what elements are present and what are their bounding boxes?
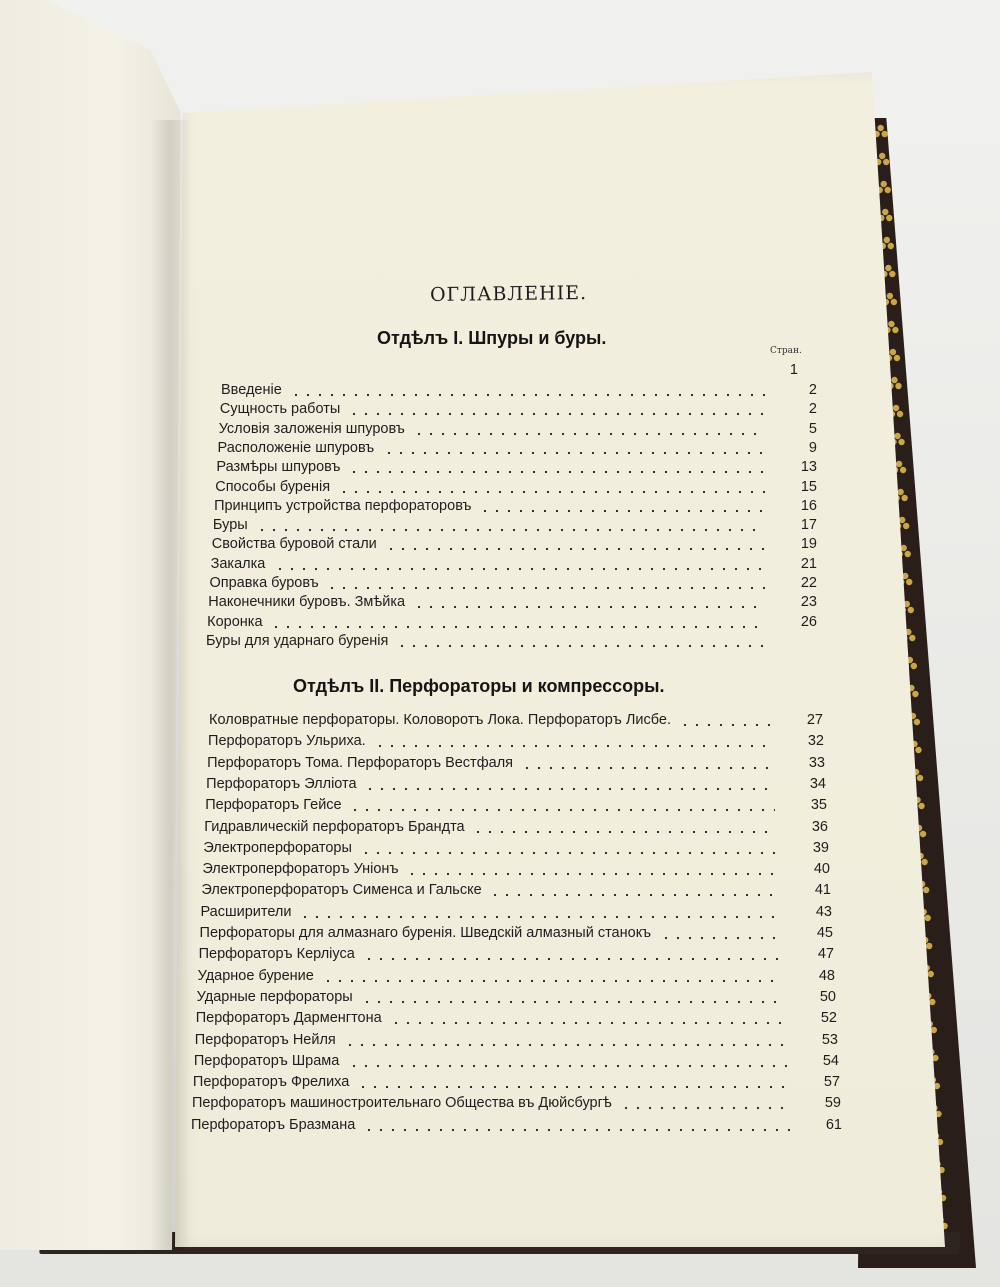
toc-entry-title: Перфораторъ Эллiота <box>206 775 357 792</box>
toc-entry-title: Перфораторъ Бразмана <box>191 1116 356 1133</box>
dot-leader <box>413 432 765 436</box>
toc-entry-title: Электроперфораторъ Уніонъ <box>202 861 399 878</box>
toc-entry <box>211 556 817 576</box>
toc-entry <box>206 633 817 653</box>
toc-entry-page: 13 <box>800 459 817 476</box>
toc-entry <box>203 840 829 860</box>
dot-leader <box>406 872 778 876</box>
toc-entry-title: Электроперфораторъ Сименса и Гальске <box>201 882 482 899</box>
dot-leader <box>363 957 782 961</box>
toc-entry-title: Принципъ устройства перфораторовъ <box>214 497 472 514</box>
dot-leader <box>361 1000 784 1004</box>
dot-leader <box>299 915 780 919</box>
toc-entry-page: 50 <box>819 988 836 1005</box>
toc-entry-title: Свойства буровой стали <box>211 536 377 553</box>
toc-entry <box>214 498 817 518</box>
toc-entry-page: 59 <box>824 1095 841 1112</box>
dot-leader <box>256 528 765 532</box>
dot-leader <box>479 509 765 513</box>
toc-entry-page: 43 <box>815 903 832 920</box>
toc-entry <box>209 575 817 595</box>
toc-entry-page: 52 <box>820 1010 837 1027</box>
toc-entry-page: 9 <box>808 439 817 456</box>
toc-entry-title: Условія заложенія шпуровъ <box>218 420 405 437</box>
toc-entry-page: 15 <box>800 478 817 495</box>
toc-entry-page: 54 <box>822 1052 839 1069</box>
toc-entry-page: 36 <box>811 818 828 835</box>
toc-entry-page: 40 <box>813 861 830 878</box>
toc-entry-title: Перфораторъ Дарменгтона <box>195 1010 382 1027</box>
toc-entry-title: Способы буренія <box>215 478 331 495</box>
toc-entry-page: 34 <box>809 775 826 792</box>
toc-entry-title: Наконечники буровъ. Змѣйка <box>208 594 406 611</box>
toc-entry <box>197 989 836 1009</box>
dot-leader <box>274 567 765 571</box>
toc-entry <box>207 755 825 775</box>
toc-entry <box>209 712 823 732</box>
toc-entry-page: 26 <box>800 613 817 630</box>
dot-leader <box>363 1128 790 1132</box>
toc-entry-title: Перфораторъ машиностроительнаго Общества въ Дюйсбургѣ <box>191 1095 612 1112</box>
toc-entry <box>213 517 817 537</box>
toc-entry-title: Расположеніе шпуровъ <box>217 439 375 456</box>
toc-entry-title: Перфораторъ Нейля <box>194 1031 336 1048</box>
toc-entry-title: Электроперфораторы <box>203 839 352 856</box>
dot-leader <box>374 744 772 748</box>
dot-leader <box>364 787 774 791</box>
dot-leader <box>338 490 765 494</box>
toc-entry-page: 39 <box>812 839 829 856</box>
toc-entry-title: Введеніе <box>221 382 282 398</box>
dot-leader <box>660 936 781 940</box>
toc-entry-page: 35 <box>810 797 827 814</box>
toc-entry <box>221 382 817 402</box>
toc-entry-page: 2 <box>808 382 817 398</box>
toc-entry <box>194 1053 839 1073</box>
toc-entry-page: 21 <box>800 555 817 572</box>
dot-leader <box>679 723 771 727</box>
toc-entry-title: Коронка <box>207 613 263 630</box>
dot-leader <box>413 605 765 609</box>
toc-entry-title: Буры <box>212 517 248 534</box>
toc-entry-title: Перфораторъ Ульриха. <box>208 733 366 750</box>
dot-leader <box>322 979 783 983</box>
toc-entry-title: Перфораторъ Фрелиха <box>192 1074 350 1091</box>
toc-entry <box>212 536 817 556</box>
toc-entry-page: 16 <box>800 497 817 514</box>
toc-entry-title: Перфораторы для алмазнаго буренія. Шведскій алмазный станокъ <box>199 925 652 941</box>
toc-entry-page: 48 <box>818 967 835 984</box>
toc-entry <box>208 733 824 753</box>
toc-entry-title: Размѣры шпуровъ <box>216 459 341 476</box>
toc-entry <box>202 861 830 881</box>
toc-entry-title: Ударное бурение <box>197 967 314 984</box>
toc-entry <box>215 479 817 499</box>
toc-entry-page: 19 <box>800 536 817 553</box>
dot-leader <box>348 470 765 474</box>
toc-entry <box>207 614 817 634</box>
toc-entry-title: Буры для ударнаго буренія <box>206 632 389 649</box>
toc-entry-title: Гидравлическій перфораторъ Брандта <box>204 818 465 835</box>
toc-entry-title: Перфораторъ Шрама <box>193 1052 340 1069</box>
toc-entry-page: 47 <box>817 946 834 963</box>
toc-entry <box>196 1010 837 1030</box>
toc-entry-page: 33 <box>808 754 825 771</box>
toc-entry <box>205 797 827 817</box>
toc-entry-page: 61 <box>825 1116 842 1133</box>
dot-leader <box>390 1021 785 1025</box>
toc-entry-page: 57 <box>823 1074 840 1091</box>
toc-entry <box>200 925 833 945</box>
dot-leader <box>360 851 777 855</box>
dot-leader <box>348 1064 787 1068</box>
toc-entry-page: 27 <box>806 712 823 728</box>
toc-entry-page: 45 <box>816 925 833 941</box>
toc-entry <box>191 1117 842 1137</box>
contents-title: ОГЛАВЛЕНІЕ. <box>429 282 588 306</box>
dot-leader <box>396 644 765 648</box>
toc-entry <box>192 1095 841 1115</box>
toc-entry <box>218 440 817 460</box>
toc-entry-page: 17 <box>800 517 817 534</box>
toc-entry-page: 32 <box>807 733 824 750</box>
toc-entry <box>204 819 828 839</box>
toc-entry <box>195 1032 838 1052</box>
toc-entry <box>199 946 834 966</box>
toc-entry <box>198 968 835 988</box>
section-heading-1: Отдѣлъ I. Шпуры и буры. <box>377 328 607 348</box>
dot-leader <box>290 393 765 397</box>
toc-entry-title: Оправка буровъ <box>209 575 319 591</box>
dot-leader <box>348 412 765 416</box>
toc-entry-title: Коловратные перфораторы. Коловоротъ Лока. Перфораторъ Лисбе. <box>209 712 671 728</box>
toc-entry <box>206 776 826 796</box>
toc-entry-title: Сущность работы <box>219 401 341 418</box>
toc-entry <box>216 459 817 479</box>
dot-leader <box>357 1085 788 1089</box>
toc-entry-page: 53 <box>821 1031 838 1048</box>
toc-entry-title: Перфораторъ Тома. Перфораторъ Вестфаля <box>207 754 514 771</box>
toc-entry-title: Ударные перфораторы <box>196 988 353 1005</box>
dot-leader <box>349 808 775 812</box>
toc-entry-title: Перфораторъ Гейсе <box>205 797 342 814</box>
dot-leader <box>620 1106 789 1110</box>
toc-entry-title: Закалка <box>210 555 266 572</box>
dot-leader <box>472 830 776 834</box>
toc-entry-title: Перфораторъ Керліуса <box>198 946 355 963</box>
section-heading-2: Отдѣлъ II. Перфораторы и компрессоры. <box>293 676 665 696</box>
dot-leader <box>344 1043 786 1047</box>
toc-entry-page: 2 <box>808 401 817 418</box>
first-page-number: 1 <box>789 362 798 378</box>
toc-entry-page: 22 <box>800 575 817 591</box>
dot-leader <box>521 766 773 770</box>
toc-entry-page: 41 <box>814 882 831 899</box>
toc-entry-page: 5 <box>808 420 817 437</box>
toc-entry <box>201 882 831 902</box>
toc-entry <box>208 594 817 614</box>
dot-leader <box>383 451 765 455</box>
toc-entry <box>219 421 817 441</box>
dot-leader <box>270 625 765 629</box>
toc-entry <box>220 401 817 421</box>
toc-entry-title: Расширители <box>200 903 292 920</box>
page-column-label: Стран. <box>770 346 802 356</box>
dot-leader <box>385 547 765 551</box>
toc-entry-page: 23 <box>800 594 817 611</box>
toc-entry <box>200 904 832 924</box>
dot-leader <box>489 893 779 897</box>
dot-leader <box>326 586 765 590</box>
toc-entry <box>193 1074 840 1094</box>
